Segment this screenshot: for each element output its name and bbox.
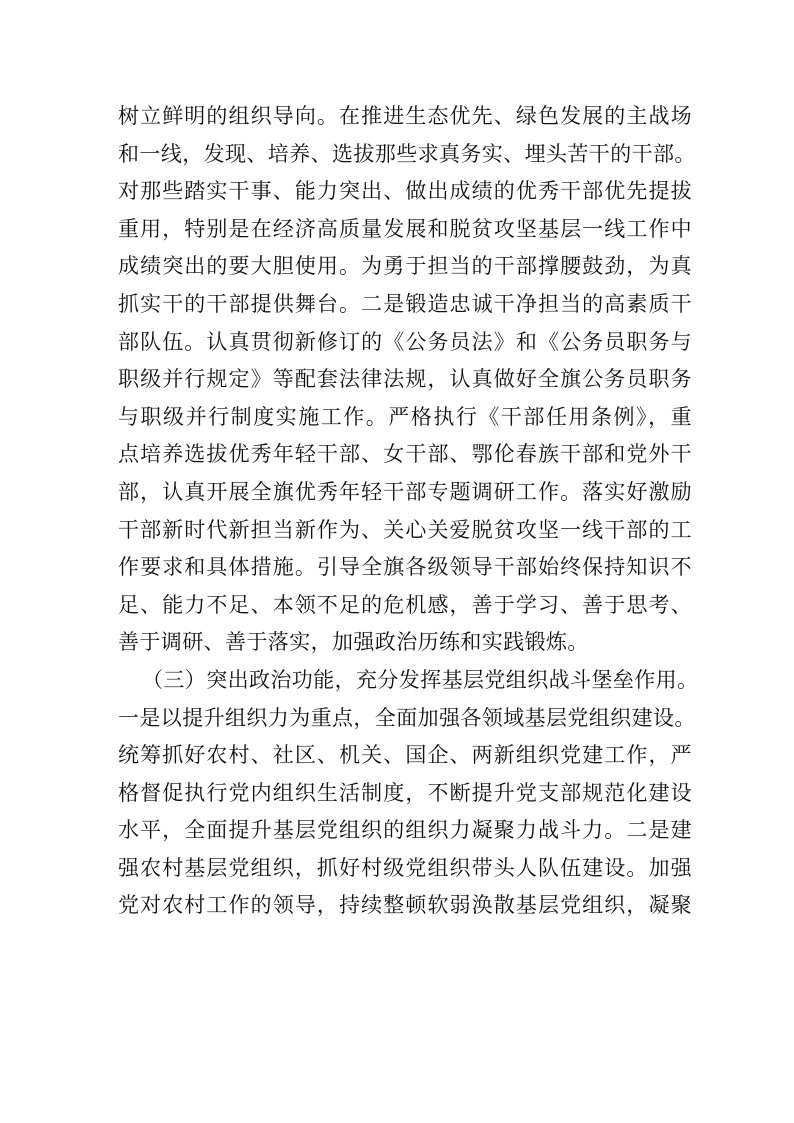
text-line: 水平，全面提升基层党组织的组织力凝聚力战斗力。二是建 [118,818,692,843]
text-line: 足、能力不足、本领不足的危机感，善于学习、善于思考、 [118,592,692,617]
text-line: 树立鲜明的组织导向。在推进生态优先、绿色发展的主战场 [118,104,692,128]
text-line: 抓实干的干部提供舞台。二是锻造忠诚干净担当的高素质干 [118,291,692,316]
body-text [118,98,699,925]
text-line: 格督促执行党内组织生活制度，不断提升党支部规范化建设 [118,780,692,805]
text-line: 干部新时代新担当新作为、关心关爱脱贫攻坚一线干部的工 [118,517,692,542]
text-line: 成绩突出的要大胆使用。为勇于担当的干部撑腰鼓劲，为真 [118,254,692,279]
text-line: 统筹抓好农村、社区、机关、国企、两新组织党建工作，严 [118,743,692,768]
text-line: 部队伍。认真贯彻新修订的《公务员法》和《公务员职务与 [118,329,692,354]
text-line: 一是以提升组织力为重点，全面加强各领域基层党组织建设。 [118,705,696,730]
text-line: 职级并行规定》等配套法律法规，认真做好全旗公务员职务 [118,367,692,392]
text-line: 作要求和具体措施。引导全旗各级领导干部始终保持知识不 [118,555,692,580]
text-line: 点培养选拔优秀年轻干部、女干部、鄂伦春族干部和党外干 [118,442,692,467]
text-line: 部，认真开展全旗优秀年轻干部专题调研工作。落实好激励 [118,479,692,504]
text-line: 和一线，发现、培养、选拔那些求真务实、埋头苦干的干部。 [118,141,696,166]
section-heading-line: （三）突出政治功能，充分发挥基层党组织战斗堡垒作用。 [142,667,699,692]
text-line: 强农村基层党组织，抓好村级党组织带头人队伍建设。加强 [118,855,692,880]
text-line: 与职级并行制度实施工作。严格执行《干部任用条例》，重 [118,404,692,429]
text-line: 党对农村工作的领导，持续整顿软弱涣散基层党组织，凝聚 [118,893,692,918]
text-line: 重用，特别是在经济高质量发展和脱贫攻坚基层一线工作中 [118,216,692,241]
paragraph-end-line: 善于调研、善于落实，加强政治历练和实践锻炼。 [118,630,589,655]
text-line: 对那些踏实干事、能力突出、做出成绩的优秀干部优先提拔 [118,179,692,204]
